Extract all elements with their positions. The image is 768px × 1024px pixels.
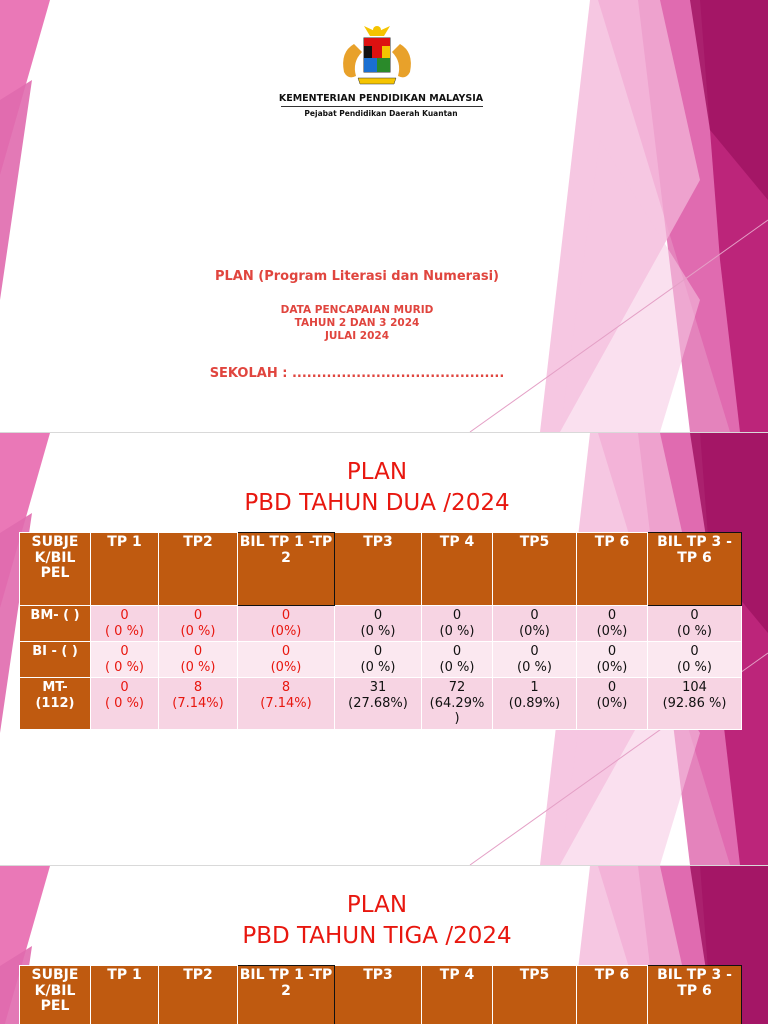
subtitle-line: JULAI 2024	[324, 330, 390, 342]
table-cell: 8 (7.14%)	[238, 678, 335, 730]
table-cell: 0 (0%)	[493, 606, 577, 642]
column-header: TP3	[335, 533, 422, 606]
table-row	[20, 678, 742, 730]
table-cell: 0 (0 %)	[159, 642, 238, 678]
column-header: TP2	[159, 966, 238, 1024]
column-header: BIL TP 3 -TP 6	[648, 533, 742, 606]
column-header: BIL TP 3 -TP 6	[648, 966, 742, 1024]
table-cell: 0 (0 %)	[422, 606, 493, 642]
column-header: SUBJE K/BIL PEL	[20, 533, 91, 606]
table-cell: 0 (0 %)	[493, 642, 577, 678]
column-header: TP3	[335, 966, 422, 1024]
column-header: TP 4	[422, 533, 493, 606]
table-cell: 0 (0 %)	[648, 642, 742, 678]
table-header-row	[20, 966, 742, 1024]
table-cell: 1 (0.89%)	[493, 678, 577, 730]
column-header: TP 6	[577, 966, 648, 1024]
slide-title-line: PLAN	[346, 459, 408, 485]
table-header-row	[20, 533, 742, 606]
table-row	[20, 606, 742, 642]
ministry-name: KEMENTERIAN PENDIDIKAN MALAYSIA	[278, 93, 484, 104]
office-name: Pejabat Pendidikan Daerah Kuantan	[304, 109, 458, 118]
subtitle-line: TAHUN 2 DAN 3 2024	[294, 317, 420, 329]
row-label: MT- (112)	[20, 678, 91, 730]
slide-year-three	[0, 866, 768, 1024]
table-cell: 0 ( 0 %)	[91, 606, 159, 642]
slide-title-line: PLAN	[346, 892, 408, 918]
slide-year-two	[0, 433, 768, 865]
table-cell: 0 (0 %)	[422, 642, 493, 678]
malaysia-coat-of-arms-icon	[334, 22, 420, 88]
slide-title	[0, 0, 768, 432]
table-cell: 0 (0 %)	[159, 606, 238, 642]
row-label: BI - ( )	[20, 642, 91, 678]
table-cell: 0 (0 %)	[335, 606, 422, 642]
subtitle-line: DATA PENCAPAIAN MURID	[280, 304, 434, 316]
table-cell: 31 (27.68%)	[335, 678, 422, 730]
table-cell: 0 (0 %)	[335, 642, 422, 678]
table-cell: 72 (64.29% )	[422, 678, 493, 730]
table-cell: 104 (92.86 %)	[648, 678, 742, 730]
table-cell: 0 (0%)	[238, 642, 335, 678]
column-header: SUBJE K/BIL PEL	[20, 966, 91, 1024]
column-header: BIL TP 1 -TP 2	[238, 966, 335, 1024]
header-divider	[281, 106, 483, 107]
table-cell: 0 ( 0 %)	[91, 678, 159, 730]
results-table	[19, 965, 742, 1024]
table-cell: 0 (0%)	[238, 606, 335, 642]
table-row	[20, 642, 742, 678]
table-cell: 0 (0%)	[577, 642, 648, 678]
column-header: TP 6	[577, 533, 648, 606]
slide-title-line: PBD TAHUN DUA /2024	[244, 490, 510, 516]
table-cell: 0 (0%)	[577, 678, 648, 730]
table-cell: 0 ( 0 %)	[91, 642, 159, 678]
column-header: TP2	[159, 533, 238, 606]
column-header: TP 1	[91, 966, 159, 1024]
table-cell: 0 (0 %)	[648, 606, 742, 642]
column-header: BIL TP 1 -TP 2	[238, 533, 335, 606]
table-cell: 8 (7.14%)	[159, 678, 238, 730]
column-header: TP 4	[422, 966, 493, 1024]
table-cell: 0 (0%)	[577, 606, 648, 642]
column-header: TP5	[493, 533, 577, 606]
school-field: SEKOLAH : ...........................................	[209, 366, 505, 381]
column-header: TP5	[493, 966, 577, 1024]
program-title: PLAN (Program Literasi dan Numerasi)	[214, 269, 499, 284]
slide-title-line: PBD TAHUN TIGA /2024	[242, 923, 512, 949]
row-label: BM- ( )	[20, 606, 91, 642]
column-header: TP 1	[91, 533, 159, 606]
results-table	[19, 532, 742, 730]
